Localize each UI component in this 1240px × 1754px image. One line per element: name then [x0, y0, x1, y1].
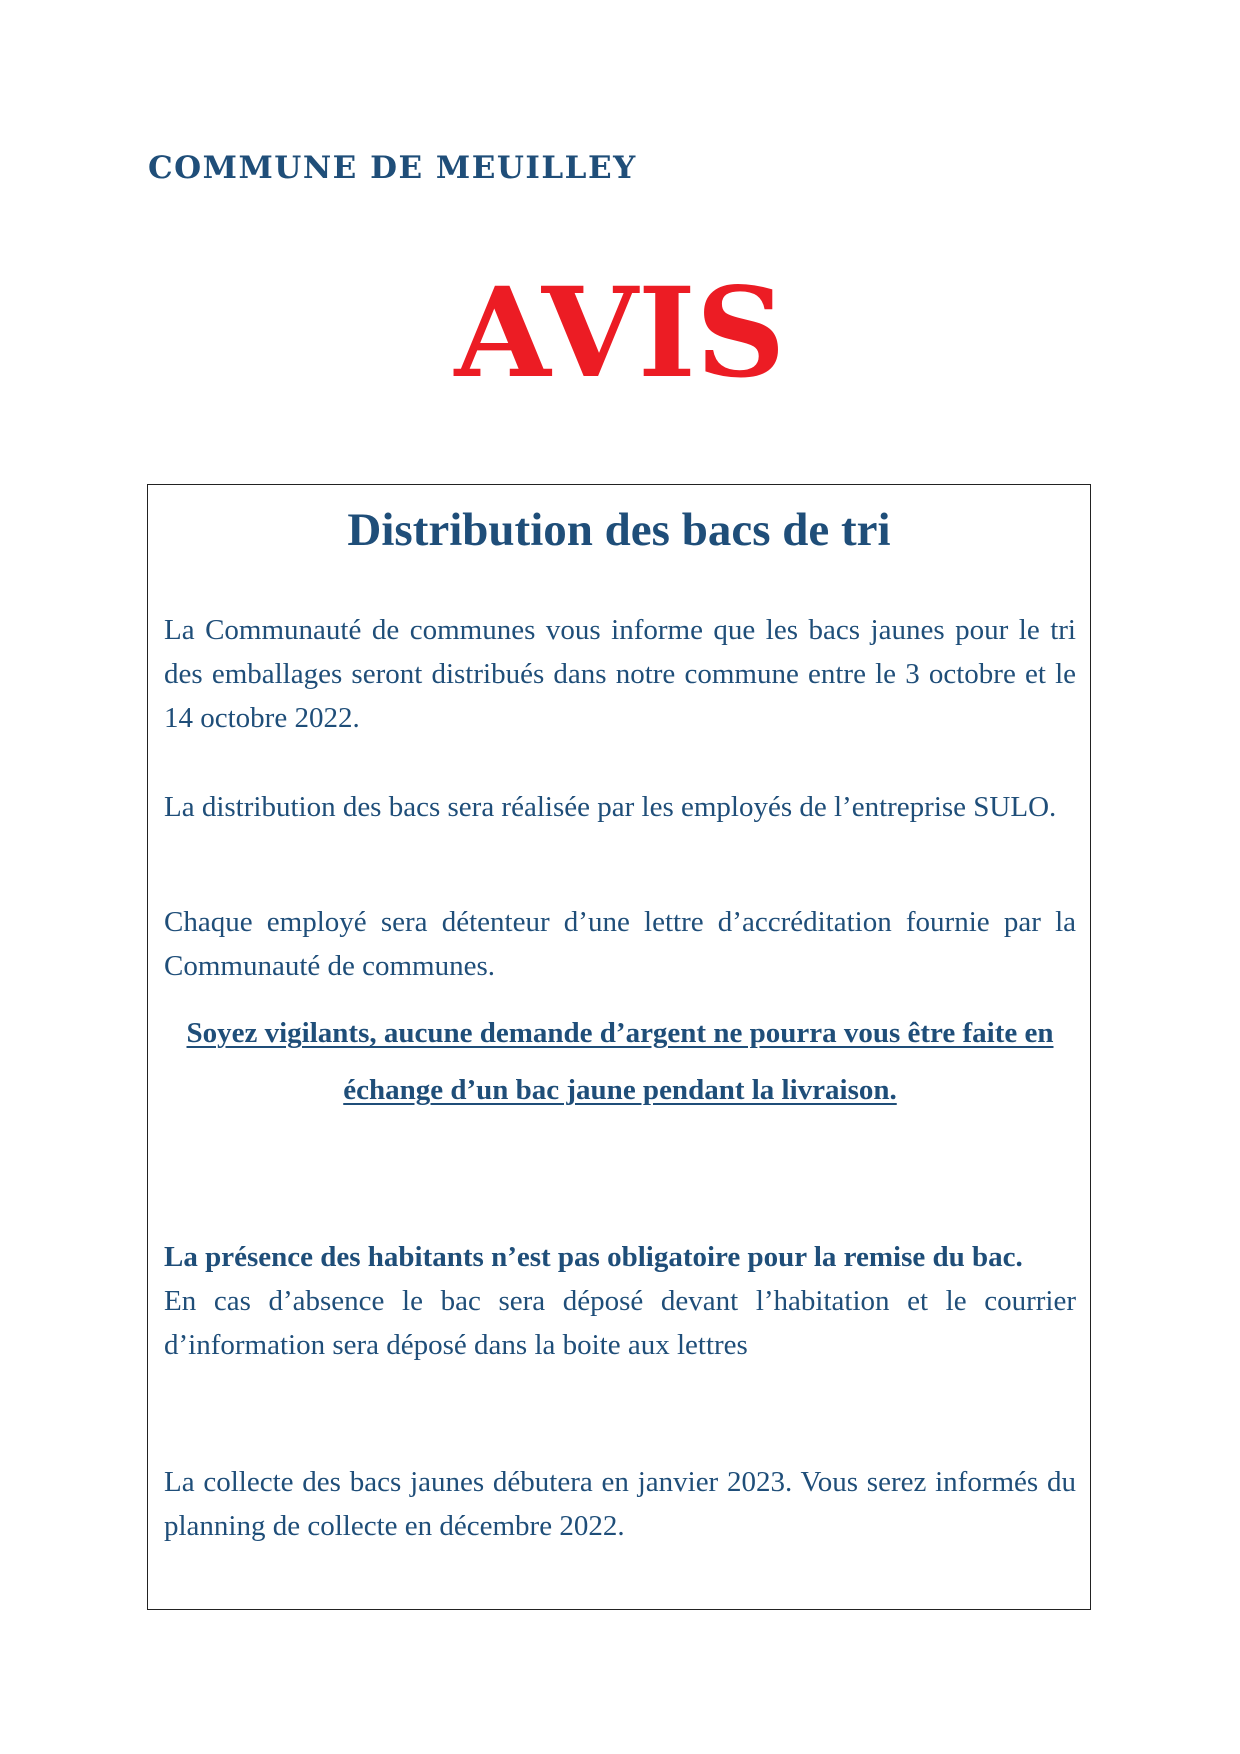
paragraph-collection-start: La collecte des bacs jaunes débutera en janvier 2023. Vous serez informés du planning de collecte en décembre 2022.	[164, 1466, 1076, 1542]
vigilance-warning: Soyez vigilants, aucune demande d’argent ne pourra vous être faite en échange d’un bac jaune pendant la livraison.	[186, 1017, 1054, 1106]
paragraph-presence	[164, 1235, 1076, 1367]
commune-name: COMMUNE DE MEUILLEY	[148, 150, 637, 186]
paragraph-distribution-dates: La Communauté de communes vous informe que les bacs jaunes pour le tri des emballages seront distribués dans notre commune entre le 3 octobre et le 14 octobre 2022.	[164, 614, 1076, 734]
notice-title: Distribution des bacs de tri	[347, 504, 891, 556]
presence-notice-bold: La présence des habitants n’est pas obligatoire pour la remise du bac.	[164, 1241, 1023, 1273]
paragraph-accreditation: Chaque employé sera détenteur d’une lettre d’accréditation fournie par la Communauté de communes.	[164, 906, 1076, 982]
absence-instructions: En cas d’absence le bac sera déposé devant l’habitation et le courrier d’information sera déposé dans la boite aux lettres	[164, 1285, 1076, 1361]
avis-heading: AVIS	[454, 261, 786, 406]
paragraph-distribution-company: La distribution des bacs sera réalisée par les employés de l’entreprise SULO.	[164, 791, 1057, 823]
notice-box	[147, 484, 1091, 1610]
